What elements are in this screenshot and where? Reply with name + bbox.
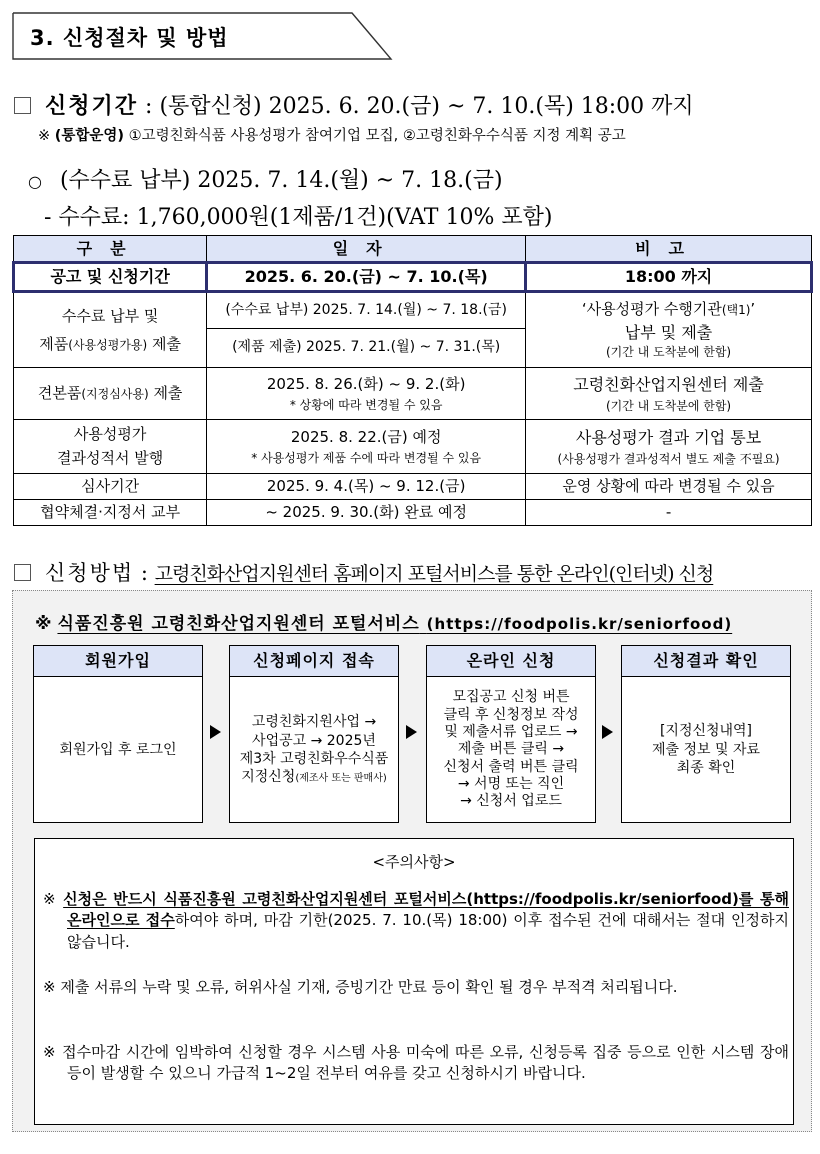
reference-mark-icon: ※: [38, 128, 51, 144]
cell-note: [526, 420, 812, 474]
portal-name: 식품진흥원 고령친화산업지원센터 포털서비스: [57, 614, 420, 634]
fee-amount-text: - 수수료: 1,760,000원(1제품/1건)(VAT 10% 포함): [44, 205, 553, 230]
table-row: [14, 368, 812, 420]
step-online-apply: [426, 645, 596, 823]
step-body-text: [지정신청내역]: [659, 723, 753, 740]
reference-mark-icon: ※: [43, 1043, 57, 1061]
cell-text: [526, 299, 811, 321]
cell-text: 2025. 8. 22.(금) 예정: [290, 428, 442, 447]
caution-item: [43, 1042, 789, 1085]
cell-small-text: * 상황에 따라 변경될 수 있음: [289, 397, 443, 412]
header-category: 구분: [14, 236, 207, 263]
section-title: [30, 22, 229, 52]
caution-item: [43, 889, 789, 953]
cell-note: -: [526, 500, 812, 526]
reference-mark-icon: ※: [43, 978, 56, 996]
step-body-small-text: (제조사 또는 판매사): [295, 773, 387, 785]
caution-item-bold: 신청은 반드시 식품진흥원 고령친화산업지원센터 포털서비스(https://foodpolis.kr/seniorfood)를 통해 온라인으로 접수: [63, 890, 789, 930]
cell-date: [207, 420, 526, 474]
step-body-text: 모집공고 신청 버튼: [452, 689, 570, 706]
application-method-value: 고령친화산업지원센터 홈페이지 포털서비스를 통한 온라인(인터넷) 신청: [154, 563, 714, 585]
cell-note: [526, 292, 812, 368]
table-row: [14, 292, 812, 329]
step-body: [230, 677, 398, 823]
step-body: [622, 677, 790, 823]
application-period-label: 신청기간: [45, 93, 139, 119]
step-body-text: 신청서 출력 버튼 클릭: [443, 758, 579, 775]
integrated-note-bold: (통합운영): [54, 128, 125, 144]
cell-date: (제품 제출) 2025. 7. 21.(월) ~ 7. 31.(목): [207, 329, 526, 368]
cell-text: 제품: [39, 335, 69, 353]
square-bullet-icon: [14, 564, 31, 581]
cell-small-text: (기간 내 도착분에 한함): [605, 344, 732, 359]
step-body: [34, 677, 202, 823]
cell-text: 사용성평가: [73, 425, 147, 444]
cell-text: 수수료 납부 및: [61, 306, 159, 325]
cell-note: 운영 상황에 따라 변경될 수 있음: [526, 474, 812, 500]
step-title: 온라인 신청: [427, 646, 595, 677]
cell-category: 협약체결·지정서 교부: [14, 500, 207, 526]
cell-category: [14, 368, 207, 420]
cell-category: 공고 및 신청기간: [14, 263, 207, 292]
application-method-label: 신청방법: [45, 561, 135, 585]
cell-text: 납부 및 제출: [624, 322, 713, 342]
cell-date: 2025. 9. 4.(목) ~ 9. 12.(금): [207, 474, 526, 500]
step-body-text: → 서명 또는 직인: [457, 776, 565, 793]
step-body-text: 제출 정보 및 자료: [651, 741, 761, 758]
triangle-right-icon: [406, 725, 417, 739]
section-number: 3.: [30, 26, 55, 50]
cell-small-text: (기간 내 도착분에 한함): [605, 398, 732, 413]
cell-small-text: (사용성평가 결과성적서 별도 제출 不필요): [557, 451, 780, 466]
cell-date: (수수료 납부) 2025. 7. 14.(월) ~ 7. 18.(금): [207, 292, 526, 329]
step-body-text: 지정신청: [241, 769, 296, 786]
step-body-text: 회원가입 후 로그인: [59, 741, 177, 758]
step-title: 회원가입: [34, 646, 202, 677]
fee-amount-line: [44, 200, 552, 231]
step-body: [427, 677, 595, 823]
integrated-note-text: ①고령친화식품 사용성평가 참여기업 모집, ②고령친화우수식품 지정 계획 공고: [128, 128, 626, 144]
reference-mark-icon: ※: [43, 890, 57, 908]
cell-date: [207, 368, 526, 420]
cell-small-text: * 사용성평가 제품 수에 따라 변경될 수 있음: [251, 450, 482, 465]
cell-text: [14, 330, 206, 359]
table-row: [14, 474, 812, 500]
step-title: 신청페이지 접속: [230, 646, 398, 677]
application-method-line: [14, 557, 713, 587]
cell-text: 견본품: [37, 384, 82, 403]
cell-small-text: (택1): [721, 302, 751, 317]
cell-text: 사용성평가 결과 기업 통보: [575, 427, 762, 447]
schedule-table: [12, 235, 813, 526]
application-period-value: (통합신청) 2025. 6. 20.(금) ~ 7. 10.(목) 18:00 까지: [159, 94, 694, 119]
cell-text: 제출: [151, 335, 181, 353]
online-process-panel: [12, 590, 812, 1132]
cell-text: ‘사용성평가 수행기관: [581, 299, 722, 318]
cell-small-text: (지정심사용): [81, 387, 149, 402]
step-body-text: 제출 버튼 클릭 →: [457, 741, 565, 758]
step-body-text: 사업공고 → 2025년: [252, 732, 376, 749]
cell-category: 심사기간: [14, 474, 207, 500]
cell-text: 2025. 8. 26.(화) ~ 9. 2.(화): [266, 375, 466, 394]
cell-note: [526, 368, 812, 420]
step-body-text: → 신청서 업로드: [460, 793, 562, 810]
cell-text: 결과성적서 발행: [57, 448, 164, 467]
section-title-text: 신청절차 및 방법: [62, 26, 229, 50]
integrated-note: [38, 124, 626, 145]
section-heading: [12, 12, 392, 60]
header-note: 비고: [526, 236, 812, 263]
cell-text: 제출: [153, 384, 183, 403]
separator: :: [140, 561, 148, 585]
triangle-right-icon: [602, 725, 613, 739]
caution-item-text: 제출 서류의 누락 및 오류, 허위사실 기재, 증빙기간 만료 등이 확인 될 경우 부적격 처리됩니다.: [60, 978, 678, 996]
cell-date: 2025. 6. 20.(금) ~ 7. 10.(목): [207, 263, 526, 292]
separator: :: [145, 94, 153, 119]
step-title: 신청결과 확인: [622, 646, 790, 677]
cell-category: [14, 420, 207, 474]
cell-note: 18:00 까지: [526, 263, 812, 292]
table-row: [14, 420, 812, 474]
step-body-text: 제3차 고령친화우수식품: [239, 751, 389, 767]
caution-box: [34, 838, 794, 1125]
step-body-text: 고령친화지원사업 →: [251, 714, 377, 731]
circle-bullet-icon: ○: [28, 172, 42, 191]
cell-text: ’: [750, 299, 756, 318]
portal-line: [35, 609, 732, 634]
cell-text: 고령친화산업지원센터 제출: [573, 374, 764, 394]
fee-payment-line: [28, 163, 503, 194]
caution-item-text: 하여야 하며, 마감 기한(2025. 7. 10.(목) 18:00) 이후 접수된 건에 대해서는 절대 인정하지 않습니다.: [67, 911, 789, 951]
caution-item: [43, 977, 789, 998]
step-body-text: 최종 확인: [676, 760, 736, 777]
reference-mark-icon: ※: [35, 614, 52, 634]
header-date: 일자: [207, 236, 526, 263]
step-body-text: 클릭 후 신청정보 작성: [443, 706, 579, 723]
step-access-page: [229, 645, 399, 823]
portal-link: [57, 614, 732, 634]
caution-item-text: 접수마감 시간에 임박하여 신청할 경우 시스템 사용 미숙에 따른 오류, 신청등록 집중 등으로 인한 시스템 장애 등이 발생할 수 있으니 가급적 1~2일 전부터 여유를 갖고 신청하시기 바랍니다.: [62, 1043, 789, 1083]
highlight-row: [14, 263, 812, 292]
table-header-row: [14, 236, 812, 263]
fee-payment-text: (수수료 납부) 2025. 7. 14.(월) ~ 7. 18.(금): [59, 168, 503, 193]
triangle-right-icon: [210, 725, 221, 739]
cell-category: [14, 292, 207, 368]
caution-title: <주의사항>: [372, 853, 456, 871]
step-check-result: [621, 645, 791, 823]
cell-small-text: (사용성평가용): [68, 338, 148, 352]
portal-url[interactable]: (https://foodpolis.kr/seniorfood): [426, 615, 733, 633]
square-bullet-icon: [14, 97, 31, 114]
application-period-line: [14, 89, 694, 120]
step-signup: [33, 645, 203, 823]
table-row: [14, 500, 812, 526]
step-body-text: 및 제출서류 업로드 →: [444, 723, 578, 740]
cell-date: ~ 2025. 9. 30.(화) 완료 예정: [207, 500, 526, 526]
